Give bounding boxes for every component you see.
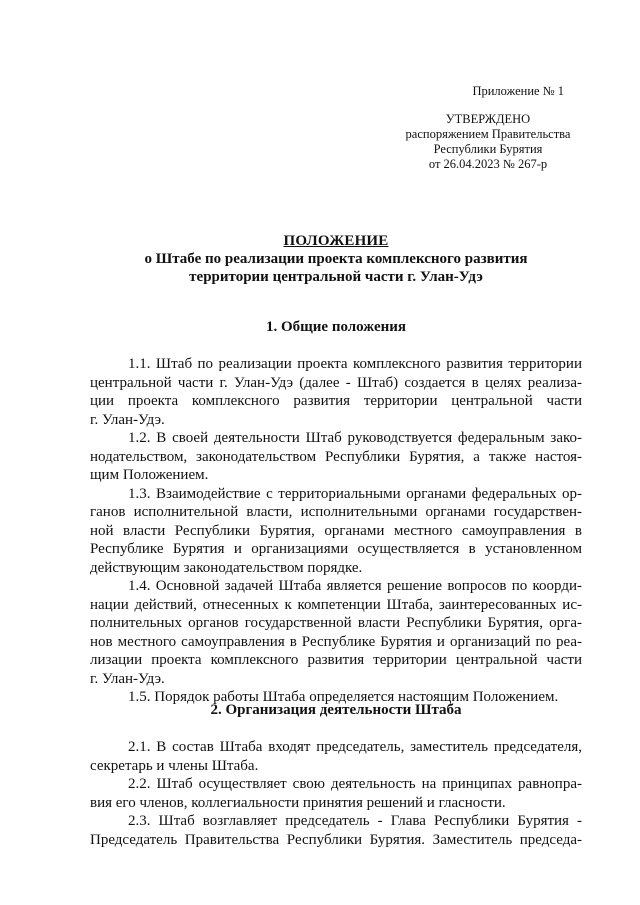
- approval-stamp: [392, 112, 584, 172]
- text-line: Председатель Правительства Республики Бурятия. Заместитель председа-: [90, 831, 582, 848]
- text-line: г. Улан-Удэ.: [90, 411, 165, 428]
- text-line: ции проекта комплексного развития территории центральной части: [90, 393, 582, 409]
- text-line: щим Положением.: [90, 467, 209, 483]
- text-line: ганов исполнительной власти, исполнительными органами государствен-: [90, 504, 582, 520]
- title-sub-line: о Штабе по реализации проекта комплексного развития: [144, 251, 528, 267]
- text-line: действующим законодательством порядке.: [90, 559, 363, 576]
- text-line: полнительных органов государственной власти Республики Бурятия, орга-: [90, 615, 582, 631]
- approval-line: от 26.04.2023 № 267-р: [428, 157, 548, 171]
- text-line: нов местного самоуправления в Республике Бурятия и организаций по реа-: [90, 633, 582, 650]
- text-line: вия его членов, коллегиальности принятия решений и гласности.: [90, 794, 506, 811]
- annex-label: Приложение № 1: [472, 84, 564, 98]
- title-sub-line: территории центральной части г. Улан-Удэ: [189, 269, 483, 285]
- text-line: центральной части г. Улан-Удэ (далее - Штаб) создается в целях реализа-: [90, 374, 582, 391]
- approval-line: распоряжением Правительства: [405, 127, 571, 141]
- text-line: секретарь и члены Штаба.: [90, 757, 259, 774]
- section-1-heading: 1. Общие положения: [265, 319, 407, 335]
- title-main: ПОЛОЖЕНИЕ: [283, 233, 389, 249]
- section-1-body: [90, 355, 582, 707]
- text-line: 1.1. Штаб по реализации проекта комплексного развития территории: [128, 356, 582, 372]
- text-line: нодательством, законодательством Республики Бурятия, а также настоя-: [90, 448, 582, 465]
- text-line: 1.3. Взаимодействие с территориальными органами федеральных ор-: [128, 485, 582, 502]
- text-line: 1.5. Порядок работы Штаба определяется настоящим Положением.: [128, 689, 559, 705]
- text-line: 2.1. В состав Штаба входят председатель, заместитель председателя,: [128, 739, 582, 755]
- text-line: г. Улан-Удэ.: [90, 670, 165, 687]
- text-line: нации действий, отнесенных к компетенции Штаба, заинтересованных ис-: [90, 596, 582, 613]
- text-line: 1.2. В своей деятельности Штаб руководствуется федеральным зако-: [128, 430, 582, 446]
- approval-line: Республики Бурятия: [433, 142, 543, 156]
- document-title: [90, 232, 582, 286]
- text-line: 2.2. Штаб осуществляет свою деятельность на принципах равнопра-: [128, 776, 582, 792]
- text-line: 1.4. Основной задачей Штаба является решение вопросов по коорди-: [128, 578, 582, 594]
- text-line: лизации проекта комплексного развития территории центральной части: [90, 652, 582, 668]
- section-2-body: [90, 738, 582, 849]
- text-line: Республике Бурятия и организациями осуществляется в установленном: [90, 541, 582, 557]
- text-line: ной власти Республики Бурятия, органами местного самоуправления в: [90, 522, 582, 539]
- approval-line: УТВЕРЖДЕНО: [445, 112, 531, 126]
- section-2-heading: 2. Организация деятельности Штаба: [210, 702, 462, 718]
- text-line: 2.3. Штаб возглавляет председатель - Глава Республики Бурятия -: [128, 813, 582, 829]
